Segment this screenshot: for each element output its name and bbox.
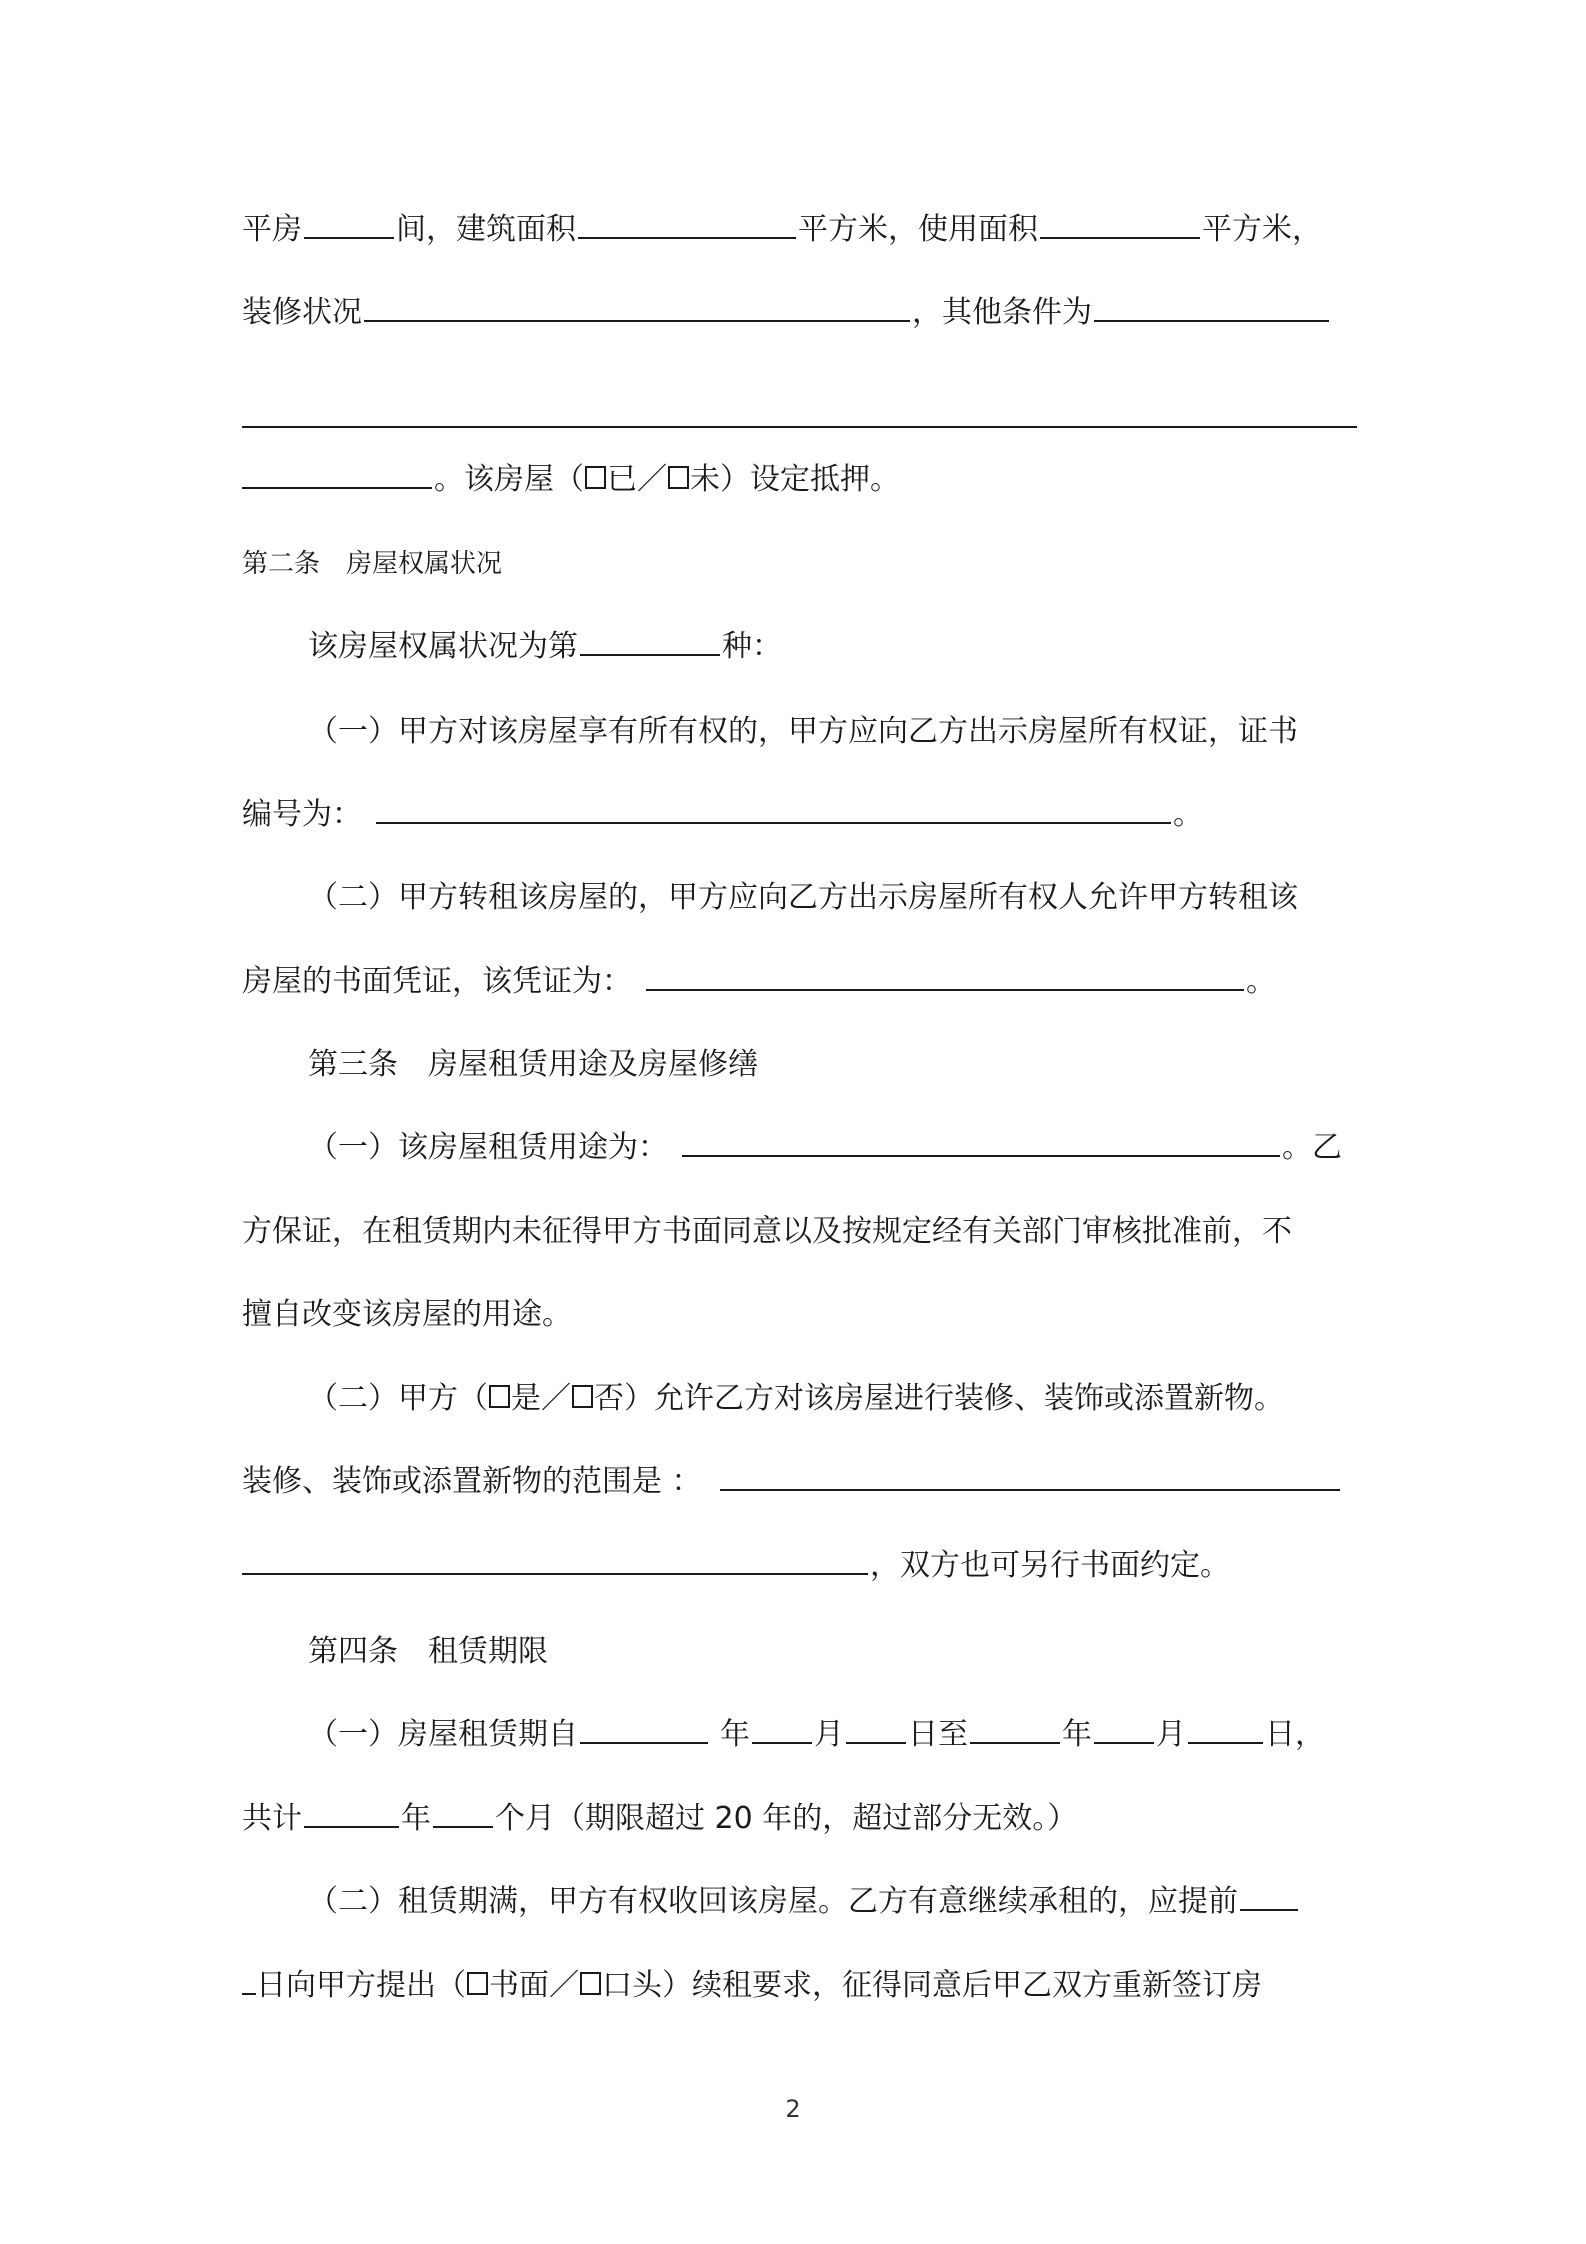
blank-field[interactable] bbox=[1094, 1720, 1154, 1744]
text: 年 bbox=[1062, 1717, 1092, 1752]
text: 擅自改变该房屋的用途。 bbox=[242, 1297, 572, 1332]
blank-field[interactable] bbox=[580, 632, 720, 656]
document-line bbox=[242, 1452, 1357, 1512]
blank-field[interactable] bbox=[242, 465, 432, 489]
article-title: 租赁期限 bbox=[428, 1634, 548, 1669]
blank-field[interactable] bbox=[578, 215, 796, 239]
page-number: 2 bbox=[785, 2095, 801, 2123]
document-line bbox=[308, 1369, 1423, 1429]
article-number: 第二条 bbox=[242, 549, 321, 579]
blank-field[interactable] bbox=[720, 1467, 1340, 1491]
checkbox[interactable] bbox=[668, 466, 689, 489]
blank-field[interactable] bbox=[580, 1720, 708, 1744]
document-line bbox=[242, 785, 1357, 845]
document-line bbox=[308, 1705, 1423, 1765]
article-title: 房屋权属状况 bbox=[346, 549, 503, 579]
text: （二）甲方（ bbox=[308, 1381, 488, 1416]
document-line bbox=[242, 1536, 1357, 1596]
blank-field[interactable] bbox=[970, 1720, 1060, 1744]
document-line bbox=[308, 1118, 1423, 1178]
text: 。该房屋（ bbox=[434, 462, 584, 497]
text: 。 bbox=[1246, 964, 1276, 999]
text: 月 bbox=[814, 1717, 844, 1752]
blank-field[interactable] bbox=[242, 1551, 868, 1575]
text: 未）设定抵押。 bbox=[690, 462, 900, 497]
document-line bbox=[242, 1285, 1357, 1345]
document-line bbox=[242, 952, 1357, 1012]
text: 。 bbox=[1173, 797, 1203, 832]
article-heading bbox=[308, 1622, 1423, 1682]
text: 该房屋权属状况为第 bbox=[308, 629, 578, 664]
text: 否）允许乙方对该房屋进行装修、装饰或添置新物。 bbox=[594, 1381, 1284, 1416]
text: 月 bbox=[1156, 1717, 1186, 1752]
text: 。乙 bbox=[1282, 1130, 1342, 1165]
article-number: 第四条 bbox=[308, 1634, 398, 1669]
text: 年 bbox=[401, 1801, 431, 1836]
text: 个月（期限超过 20 年的，超过部分无效。） bbox=[495, 1801, 1078, 1836]
text: 装修、装饰或添置新物的范围是 ： bbox=[242, 1464, 702, 1499]
text: 编号为： bbox=[242, 797, 362, 832]
text: ，其他条件为 bbox=[912, 295, 1092, 330]
blank-field[interactable] bbox=[1040, 215, 1200, 239]
text: （一）房屋租赁期自 bbox=[308, 1717, 578, 1752]
blank-field[interactable] bbox=[1094, 298, 1329, 322]
blank-field[interactable] bbox=[846, 1720, 906, 1744]
checkbox[interactable] bbox=[467, 1972, 488, 1995]
article-heading bbox=[308, 1035, 1423, 1095]
text: 日， bbox=[1265, 1717, 1325, 1752]
document-line bbox=[308, 702, 1423, 762]
text: 已／ bbox=[607, 462, 667, 497]
text: 书面／ bbox=[489, 1968, 579, 2003]
blank-field[interactable] bbox=[1188, 1720, 1263, 1744]
document-line bbox=[308, 868, 1423, 928]
text: （一）甲方对该房屋享有所有权的，甲方应向乙方出示房屋所有权证，证书 bbox=[308, 714, 1298, 749]
text: 年 bbox=[720, 1717, 750, 1752]
text: （一）该房屋租赁用途为： bbox=[308, 1130, 668, 1165]
document-line bbox=[242, 283, 1357, 343]
text: 平方米，使用面积 bbox=[798, 212, 1038, 247]
blank-field[interactable] bbox=[752, 1720, 812, 1744]
document-line bbox=[242, 1789, 1357, 1849]
text: 种： bbox=[722, 629, 782, 664]
text: 日向甲方提出（ bbox=[256, 1968, 466, 2003]
blank-field[interactable] bbox=[364, 298, 910, 322]
document-line bbox=[242, 1956, 1357, 2016]
checkbox[interactable] bbox=[572, 1385, 593, 1408]
article-title: 房屋租赁用途及房屋修缮 bbox=[428, 1047, 758, 1082]
text: 是／ bbox=[511, 1381, 571, 1416]
text: （二）租赁期满，甲方有权收回该房屋。乙方有意继续承租的，应提前 bbox=[308, 1884, 1238, 1919]
blank-field[interactable] bbox=[242, 1971, 256, 1995]
text: 方保证，在租赁期内未征得甲方书面同意以及按规定经有关部门审核批准前，不 bbox=[242, 1214, 1292, 1249]
text: ，双方也可另行书面约定。 bbox=[870, 1548, 1230, 1583]
document-line bbox=[242, 1202, 1357, 1262]
text: 平房 bbox=[242, 212, 302, 247]
text: 口头）续租要求，征得同意后甲乙双方重新签订房 bbox=[602, 1968, 1262, 2003]
blank-field[interactable] bbox=[1240, 1887, 1298, 1911]
document-line bbox=[242, 200, 1357, 260]
text: 装修状况 bbox=[242, 295, 362, 330]
checkbox[interactable] bbox=[580, 1972, 601, 1995]
blank-field[interactable] bbox=[304, 1804, 399, 1828]
article-number: 第三条 bbox=[308, 1047, 398, 1082]
document-line bbox=[308, 1872, 1423, 1932]
text: 日至 bbox=[908, 1717, 968, 1752]
article-heading bbox=[242, 534, 1357, 594]
text: 平方米， bbox=[1202, 212, 1322, 247]
text: 共计 bbox=[242, 1801, 302, 1836]
text: 房屋的书面凭证，该凭证为： bbox=[242, 964, 632, 999]
checkbox[interactable] bbox=[489, 1385, 510, 1408]
blank-field[interactable] bbox=[433, 1804, 493, 1828]
blank-field[interactable] bbox=[304, 215, 394, 239]
checkbox[interactable] bbox=[585, 466, 606, 489]
blank-field[interactable] bbox=[646, 967, 1244, 991]
blank-line[interactable] bbox=[242, 426, 1357, 428]
document-line bbox=[308, 617, 1423, 677]
text: （二）甲方转租该房屋的，甲方应向乙方出示房屋所有权人允许甲方转租该 bbox=[308, 880, 1298, 915]
blank-field[interactable] bbox=[376, 800, 1171, 824]
blank-field[interactable] bbox=[682, 1133, 1280, 1157]
text: 间，建筑面积 bbox=[396, 212, 576, 247]
document-line bbox=[242, 450, 1357, 510]
